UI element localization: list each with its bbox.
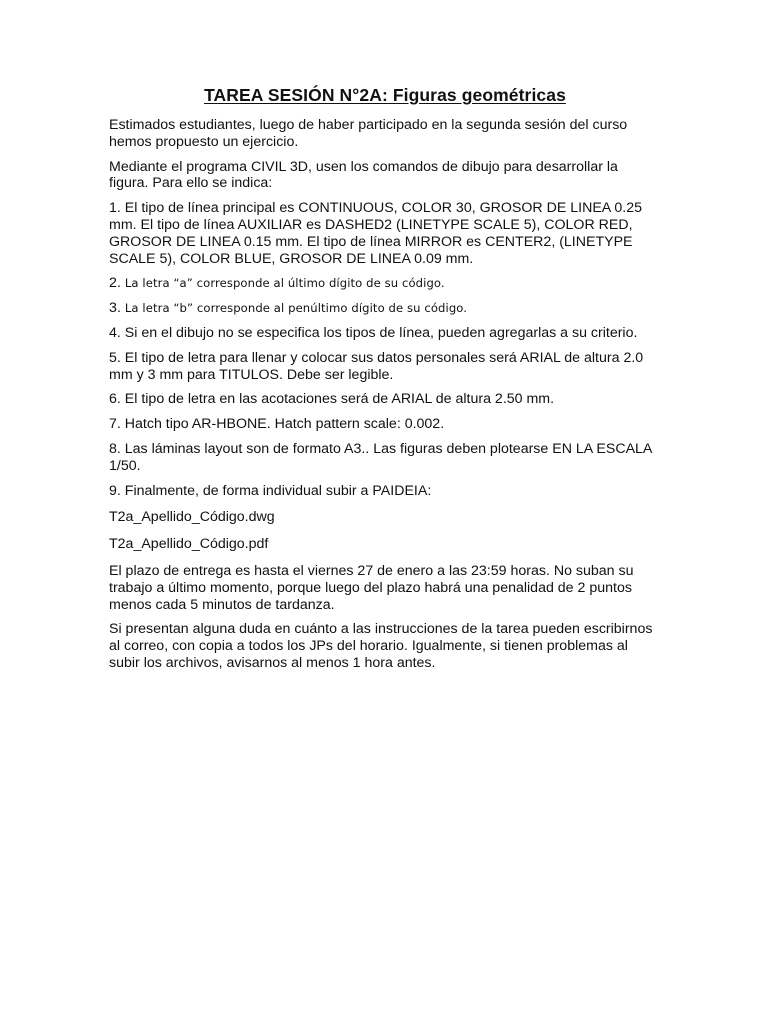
file-name-dwg: T2a_Apellido_Código.dwg xyxy=(109,509,275,526)
instruction-item-1: 1. El tipo de línea principal es CONTINUOUS, COLOR 30, GROSOR DE LINEA 0.25 mm. El tipo de línea AUXILIAR es DASHED2 (LINETYPE SCALE 5), COLOR RED, GROSOR DE LINEA 0.15 mm. El tipo de línea MIRROR es CENTER2, (LINETYPE SCALE 5), COLOR BLUE, GROSOR DE LINEA 0.09 mm. xyxy=(109,200,643,267)
instruction-item-3-text: La letra “b” corresponde al penúltimo dígito de su código. xyxy=(124,301,468,316)
file-name-pdf: T2a_Apellido_Código.pdf xyxy=(109,536,269,553)
instruction-item-3-number: 3. xyxy=(109,300,122,317)
document-title: TAREA SESIÓN N°2A: Figuras geométricas xyxy=(204,85,566,105)
instruction-item-6: 6. El tipo de letra en las acotaciones será de ARIAL de altura 2.50 mm. xyxy=(109,391,555,408)
instruction-item-3 xyxy=(109,300,661,317)
instruction-item-7: 7. Hatch tipo AR-HBONE. Hatch pattern scale: 0.002. xyxy=(109,416,445,433)
instruction-item-4: 4. Si en el dibujo no se especifica los tipos de línea, pueden agregarlas a su criterio. xyxy=(109,324,638,341)
method-paragraph: Mediante el programa CIVIL 3D, usen los comandos de dibujo para desarrollar la figura. Para ello se indica: xyxy=(109,158,618,192)
contact-paragraph: Si presentan alguna duda en cuánto a las instrucciones de la tarea pueden escribirnos al correo, con copia a todos los JPs del horario. Igualmente, si tienen problemas al subir los archivos, avisarnos al menos 1 hora antes. xyxy=(109,621,653,671)
instruction-item-8: 8. Las láminas layout son de formato A3.. Las figuras deben plotearse EN LA ESCALA 1/50. xyxy=(109,440,652,474)
instruction-item-2-number: 2. xyxy=(109,275,122,292)
instruction-item-9: 9. Finalmente, de forma individual subir a PAIDEIA: xyxy=(109,482,432,499)
document-body xyxy=(109,84,661,680)
instruction-item-2-text: La letra “a” corresponde al último dígito de su código. xyxy=(124,276,445,291)
deadline-paragraph: El plazo de entrega es hasta el viernes 27 de enero a las 23:59 horas. No suban su trabajo a último momento, porque luego del plazo habrá una penalidad de 2 puntos menos cada 5 minutos de tardanza. xyxy=(109,562,634,613)
intro-paragraph: Estimados estudiantes, luego de haber participado en la segunda sesión del curso hemos propuesto un ejercicio. xyxy=(109,117,628,150)
instruction-item-2 xyxy=(109,275,661,292)
instruction-item-5: 5. El tipo de letra para llenar y colocar sus datos personales será ARIAL de altura 2.0 mm y 3 mm para TITULOS. Debe ser legible. xyxy=(109,349,644,383)
